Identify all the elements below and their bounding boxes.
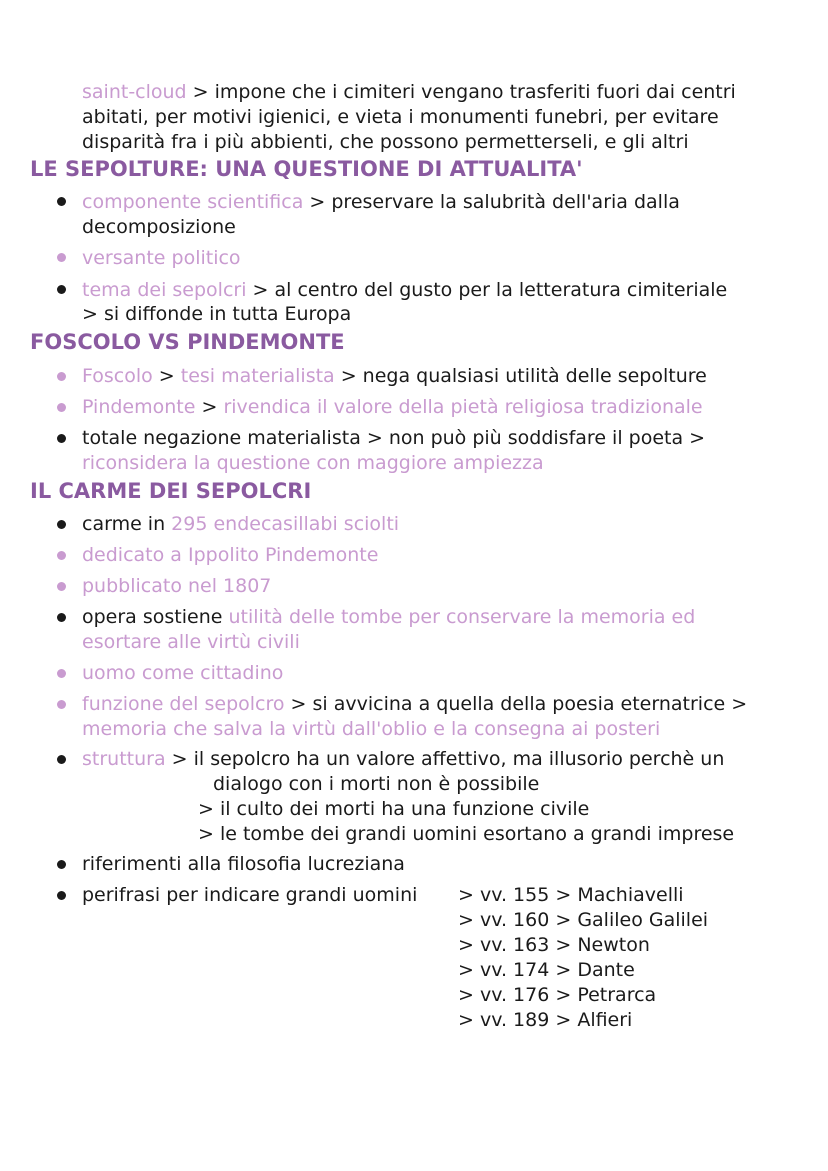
sec1-item-3 (82, 278, 727, 302)
section-heading-sepolture: LE SEPOLTURE: UNA QUESTIONE DI ATTUALITA' (30, 157, 583, 181)
sec1-item-1 (82, 190, 680, 214)
sec2-item-1 (82, 364, 707, 388)
bullet-dot (57, 582, 66, 591)
bullet-dot (57, 613, 66, 622)
sec3-item-6 (82, 692, 747, 716)
sec3-item-7 (82, 747, 724, 771)
sec1-item-3-cont: > si diffonde in tutta Europa (82, 303, 352, 325)
sec3-item-4-cont: esortare alle virtù civili (82, 631, 300, 653)
intro-text: > impone che i cimiteri vengano trasferiti fuori dai centri (186, 81, 736, 103)
intro-line-3: disparità fra i più abbienti, che possono permetterseli, e gli altri (82, 131, 689, 153)
sec3-item-7-sub2: > le tombe dei grandi uomini esortano a grandi imprese (198, 823, 735, 845)
bullet-dot (57, 520, 66, 529)
sec3-item-7-sub1: > il culto dei morti ha una funzione civile (198, 798, 590, 820)
bullet-dot (57, 197, 66, 206)
item-term: rivendica il valore della pietà religiosa tradizionale (223, 396, 703, 418)
item-text: > al centro del gusto per la letteratura cimiteriale (246, 279, 728, 301)
item-term: funzione del sepolcro (82, 693, 285, 715)
intro-line-2: abitati, per motivi igienici, e vieta i monumenti funebri, per evitare (82, 106, 719, 128)
sec3-item-6-cont: memoria che salva la virtù dall'oblio e la consegna ai posteri (82, 718, 661, 740)
ref-line: > vv. 174 > Dante (458, 959, 635, 981)
section-heading-carme: IL CARME DEI SEPOLCRI (30, 479, 312, 503)
sec2-item-3: totale negazione materialista > non può più soddisfare il poeta > (82, 427, 706, 449)
bullet-dot (57, 891, 66, 900)
item-text: > il sepolcro ha un valore affettivo, ma illusorio perchè un (165, 748, 725, 770)
item-text: > nega qualsiasi utilità delle sepolture (334, 365, 707, 387)
sec2-item-2 (82, 395, 703, 419)
ref-line: > vv. 163 > Newton (458, 934, 650, 956)
bullet-dot (57, 669, 66, 678)
item-term: componente scientifica (82, 191, 304, 213)
bullet-dot (57, 700, 66, 709)
bullet-dot (57, 253, 66, 262)
item-text: > si avvicina a quella della poesia eternatrice > (284, 693, 748, 715)
bullet-dot (57, 755, 66, 764)
item-term: tema dei sepolcri (82, 279, 247, 301)
sec3-item-5: uomo come cittadino (82, 662, 284, 684)
sec1-item-2: versante politico (82, 247, 241, 269)
sec3-item-7-cont: dialogo con i morti non è possibile (213, 773, 540, 795)
item-sep: > (195, 396, 224, 418)
item-text: > preservare la salubrità dell'aria dalla (303, 191, 680, 213)
ref-line: > vv. 160 > Galileo Galilei (458, 909, 709, 931)
intro-line-1 (82, 80, 736, 104)
sec3-item-2: dedicato a Ippolito Pindemonte (82, 544, 379, 566)
bullet-dot (57, 372, 66, 381)
sec3-item-3: pubblicato nel 1807 (82, 575, 272, 597)
bullet-dot (57, 860, 66, 869)
item-term: 295 endecasillabi sciolti (171, 513, 400, 535)
bullet-dot (57, 434, 66, 443)
sec3-item-4 (82, 605, 695, 629)
bullet-dot (57, 551, 66, 560)
sec1-item-1-cont: decomposizione (82, 216, 236, 238)
item-term: Foscolo (82, 365, 153, 387)
bullet-dot (57, 285, 66, 294)
sec3-item-8: riferimenti alla filosofia lucreziana (82, 853, 405, 875)
item-text: opera sostiene (82, 606, 229, 628)
ref-line: > vv. 189 > Alfieri (458, 1009, 633, 1031)
item-text: carme in (82, 513, 172, 535)
ref-line: > vv. 176 > Petrarca (458, 984, 657, 1006)
item-term: Pindemonte (82, 396, 196, 418)
item-term: tesi materialista (180, 365, 335, 387)
section-heading-foscolo-vs-pindemonte: FOSCOLO VS PINDEMONTE (30, 330, 345, 354)
intro-term: saint-cloud (82, 81, 187, 103)
sec3-item-9: perifrasi per indicare grandi uomini (82, 884, 418, 906)
ref-line: > vv. 155 > Machiavelli (458, 884, 684, 906)
item-sep: > (152, 365, 181, 387)
bullet-dot (57, 403, 66, 412)
item-term: utilità delle tombe per conservare la memoria ed (228, 606, 696, 628)
sec2-item-3-cont: riconsidera la questione con maggiore ampiezza (82, 452, 544, 474)
sec3-item-1 (82, 512, 399, 536)
item-term: struttura (82, 748, 166, 770)
